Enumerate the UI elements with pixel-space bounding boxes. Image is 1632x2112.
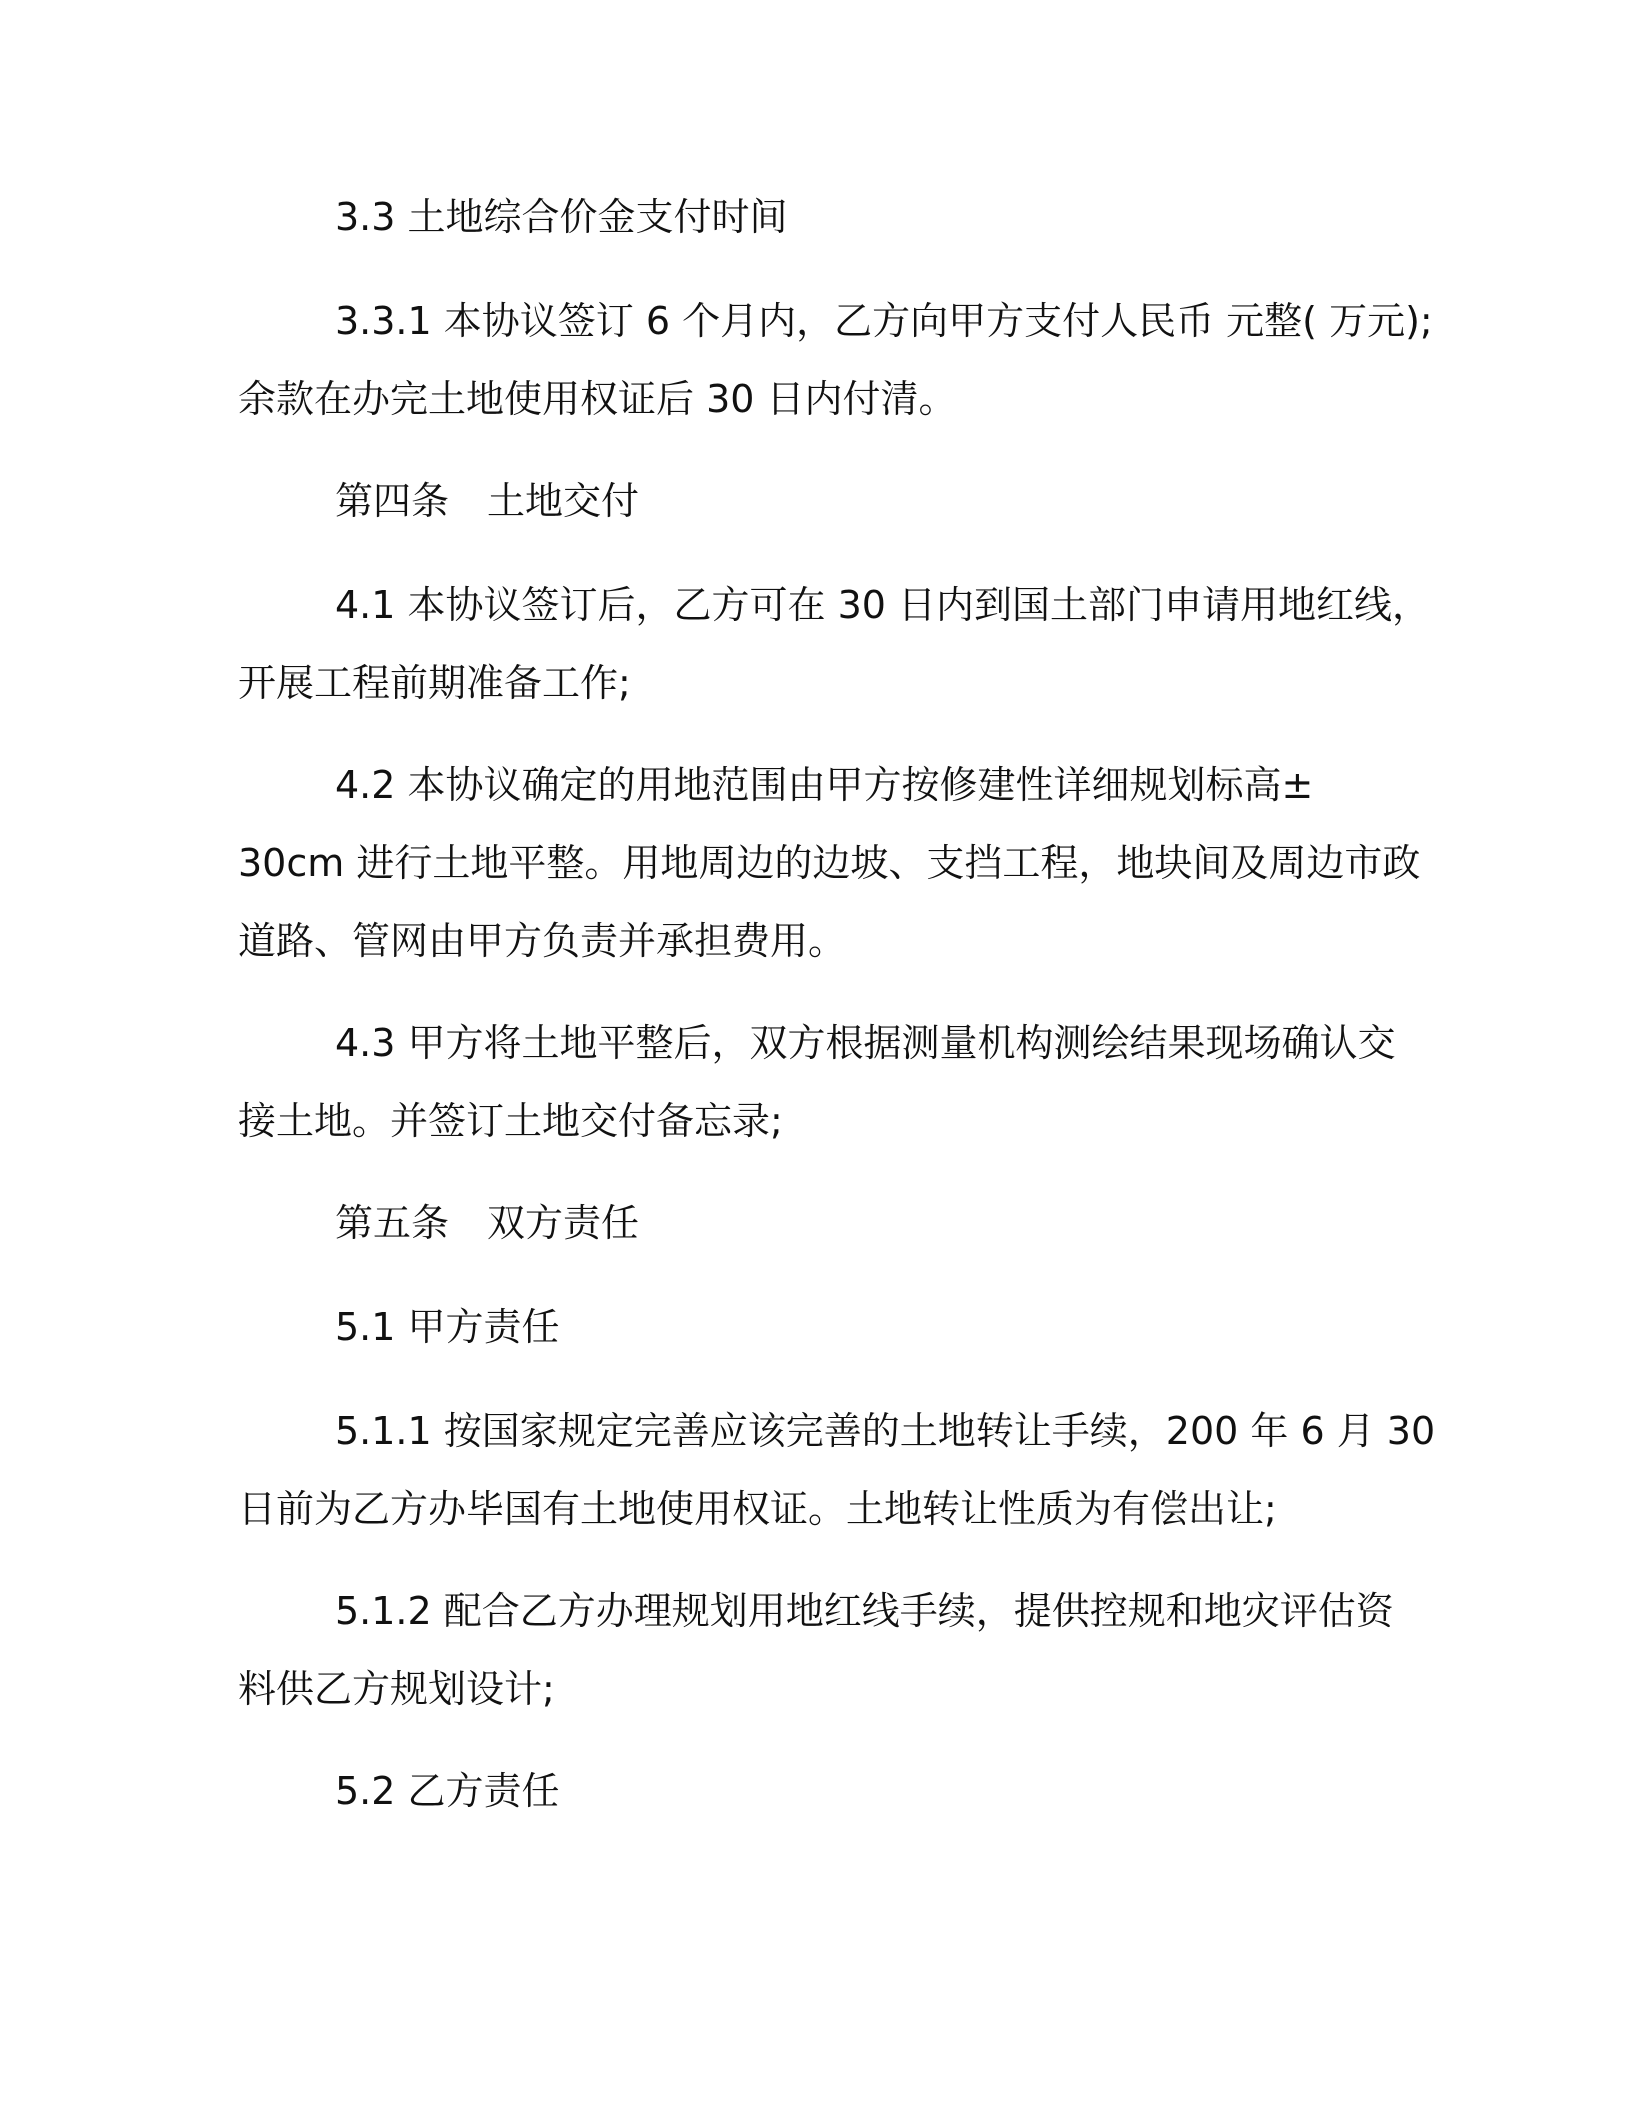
- paragraph-5-1-2: [238, 1572, 1398, 1728]
- paragraph-5-1-1: [238, 1392, 1436, 1548]
- text-line: 5.1 甲方责任: [335, 1305, 560, 1349]
- paragraph-3-3: [238, 178, 1398, 256]
- text-line: 日前为乙方办毕国有土地使用权证。土地转让性质为有偿出让;: [238, 1487, 1277, 1531]
- text-line: 开展工程前期准备工作;: [238, 661, 631, 705]
- text-line: 5.1.2 配合乙方办理规划用地红线手续，提供控规和地灾评估资: [335, 1589, 1394, 1633]
- article-5-heading: [238, 1184, 1398, 1262]
- text-line: 第四条 土地交付: [335, 479, 640, 523]
- paragraph-3-3-1: [238, 282, 1433, 438]
- article-4-heading: [238, 462, 1398, 540]
- paragraph-4-3: [238, 1004, 1398, 1160]
- text-line: 3.3 土地综合价金支付时间: [335, 195, 788, 239]
- text-line: 5.1.1 按国家规定完善应该完善的土地转让手续，200 年 6 月 30: [335, 1409, 1436, 1453]
- text-line: 料供乙方规划设计;: [238, 1667, 555, 1711]
- paragraph-5-1: [238, 1288, 1398, 1366]
- text-line: 接土地。并签订土地交付备忘录;: [238, 1099, 783, 1143]
- paragraph-4-1: [238, 566, 1431, 722]
- text-line: 第五条 双方责任: [335, 1201, 640, 1245]
- text-line: 道路、管网由甲方负责并承担费用。: [238, 919, 847, 963]
- text-line: 余款在办完土地使用权证后 30 日内付清。: [238, 377, 957, 421]
- text-line: 30cm 进行土地平整。用地周边的边坡、支挡工程，地块间及周边市政: [238, 841, 1421, 885]
- text-line: 5.2 乙方责任: [335, 1769, 560, 1813]
- text-line: 3.3.1 本协议签订 6 个月内，乙方向甲方支付人民币 元整( 万元);: [335, 299, 1433, 343]
- text-line: 4.3 甲方将土地平整后，双方根据测量机构测绘结果现场确认交: [335, 1021, 1396, 1065]
- paragraph-4-2: [238, 746, 1421, 980]
- text-line: 4.1 本协议签订后，乙方可在 30 日内到国土部门申请用地红线，: [335, 583, 1431, 627]
- text-line: 4.2 本协议确定的用地范围由甲方按修建性详细规划标高±: [335, 763, 1314, 807]
- paragraph-5-2: [238, 1752, 1398, 1830]
